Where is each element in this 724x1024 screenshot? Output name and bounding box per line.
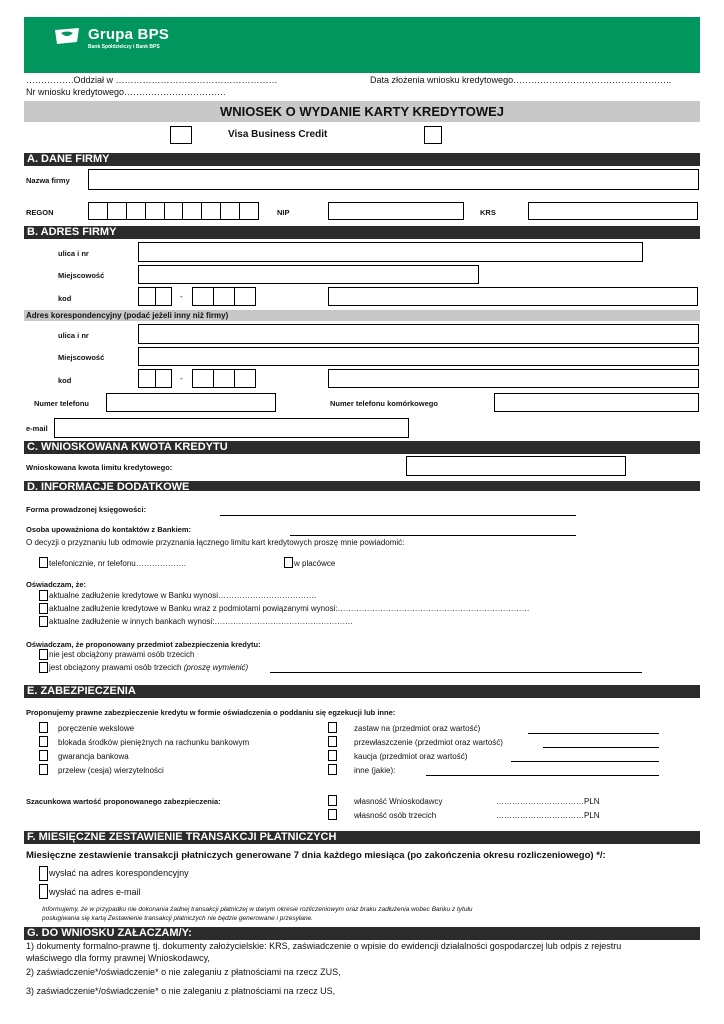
own-pln[interactable]: ……………………………PLN [496,797,600,806]
security-left-0-checkbox[interactable] [39,722,48,733]
debt1-label: aktualne zadłużenie kredytowe w Banku wynosi………………………………. [49,591,317,600]
security-right-3-checkbox[interactable] [328,764,337,775]
section-g-heading: G. DO WNIOSKU ZAŁACZAM/Y: [24,927,700,940]
encumbered-line[interactable] [270,672,642,673]
postcode2-dash: - [180,374,183,383]
attachment-2: 2) zaświadczenie*/oświadczenie* o nie zaleganiu z płatnościami na rzecz ZUS, [26,967,341,977]
street-label: ulica i nr [58,249,89,258]
statement-corr-label: wysłać na adres korespondencyjny [49,868,189,878]
contact-person-line[interactable] [290,535,576,536]
postcode2-label: kod [58,376,72,385]
security-right-0-label: zastaw na (przedmiot oraz wartość) [354,724,481,733]
section-b-heading: B. ADRES FIRMY [24,226,700,239]
declare-label: Oświadczam, że: [26,580,87,589]
third-label: własność osób trzecich [354,811,437,820]
attachment-1b: właściwego dla formy prawnej Wnioskodawcy, [26,953,210,963]
phone-input[interactable] [106,393,276,412]
card-right-checkbox[interactable] [424,126,442,144]
city-input[interactable] [138,265,479,284]
debt1-checkbox[interactable] [39,590,48,601]
own-checkbox[interactable] [328,795,337,806]
city2-input[interactable] [138,347,699,366]
postcode-part2-input[interactable] [192,287,256,306]
security-right-1-line[interactable] [543,747,659,748]
card-left-checkbox[interactable] [170,126,192,144]
email-input[interactable] [54,418,409,438]
by-phone-label: telefonicznie, nr telefonu………………. [49,559,186,568]
not-encumbered-label: nie jest obciążony prawami osób trzecich [49,650,195,659]
statement-corr-checkbox[interactable] [39,866,48,881]
decision-text: O decyzji o przyznaniu lub odmowie przyznania łącznego limitu kart kredytowych proszę mnie powiadomić: [26,538,405,547]
street2-label: ulica i nr [58,331,89,340]
encumbered-note: (proszę wymienić) [183,663,249,672]
limit-label: Wnioskowana kwota limitu kredytowego: [26,463,173,472]
security-left-2-label: gwarancja bankowa [58,752,129,761]
page-title: WNIOSEK O WYDANIE KARTY KREDYTOWEJ [219,104,505,119]
section-f-heading: F. MIESIĘCZNE ZESTAWIENIE TRANSAKCJI PŁATNICZYCH [24,831,700,844]
in-branch-checkbox[interactable] [284,557,293,568]
mobile-input[interactable] [494,393,699,412]
debt2-label: aktualne zadłużenie kredytowe w Banku wraz z podmiotami powiązanymi wynosi:……………………………………………………………… [49,604,530,613]
attachment-3: 3) zaświadczenie*/oświadczenie* o nie zaleganiu z płatnościami na rzecz US, [26,986,336,996]
brand-subtitle: Bank Spółdzielczy i Bank BPS [88,44,160,50]
not-encumbered-checkbox[interactable] [39,649,48,660]
encumbered-text: jest obciązony prawami osób trzecich [49,663,182,672]
mobile-label: Numer telefonu komórkowego [330,399,438,408]
phone-label: Numer telefonu [34,399,90,408]
corr-heading: Adres korespondencyjny (podać jeżeli inny niż firmy) [26,311,229,320]
section-c-heading: C. WNIOSKOWANA KWOTA KREDYTU [24,441,700,454]
estimate-label: Szacunkowa wartość proponowanego zabezpieczenia: [26,797,221,806]
accounting-line[interactable] [220,515,576,516]
limit-input[interactable] [406,456,626,476]
section-e-heading: E. ZABEZPIECZENIA [24,685,700,698]
nip-label: NIP [277,208,290,217]
section-a-heading: A. DANE FIRMY [24,153,700,166]
collateral-decl-label: Oświadczam, że proponowany przedmiot zabezpieczenia kredytu: [26,640,261,649]
postcode-label: kod [58,294,72,303]
security-right-0-line[interactable] [528,733,659,734]
statement-note-2: posługiwania się kartą Zestawienie transakcji płatniczych nie będzie generowane i przesyłane. [42,915,313,922]
date-line: Data złożenia wniosku kredytowego…………………………………………….. [370,75,672,85]
security-right-0-checkbox[interactable] [328,722,337,733]
security-left-3-label: przelew (cesja) wierzytelności [58,766,164,775]
security-left-2-checkbox[interactable] [39,750,48,761]
krs-label: KRS [480,208,496,217]
security-left-1-checkbox[interactable] [39,736,48,747]
debt3-checkbox[interactable] [39,616,48,627]
number-line: Nr wniosku kredytowego……………………………. [26,87,226,97]
regon-input[interactable] [88,202,259,220]
regon-label: REGON [26,208,54,217]
accounting-label: Forma prowadzonej księgowości: [26,505,147,514]
in-branch-label: w placówce [294,559,336,568]
debt3-label: aktualne zadłużenie w innych bankach wynosi:……………………………………………. [49,617,353,626]
postcode2-part2-input[interactable] [192,369,256,388]
own-label: własność Wnioskodawcy [354,797,443,806]
security-left-1-label: blokada środków pieniężnych na rachunku bankowym [58,738,250,747]
statement-note-1: Informujemy, że w przypadku nie dokonania żadnej transakcji płatniczej w danym okresie rozliczeniowym oraz braku zadłużenia wobec Banku z tytułu [42,906,473,913]
card-type: Visa Business Credit [228,129,328,140]
security-right-3-line[interactable] [426,775,659,776]
security-right-1-checkbox[interactable] [328,736,337,747]
statement-email-label: wysłać na adres e-mail [49,887,141,897]
postcode-part1-input[interactable] [138,287,172,306]
email-label: e-mail [26,424,48,433]
security-left-0-label: poręczenie wekslowe [58,724,135,733]
encumbered-label [49,663,248,672]
street-input[interactable] [138,242,643,262]
company-name-input[interactable] [88,169,699,190]
by-phone-checkbox[interactable] [39,557,48,568]
post-office-input[interactable] [328,287,698,306]
nip-input[interactable] [328,202,464,220]
postcode2-part1-input[interactable] [138,369,172,388]
security-right-1-label: przewłaszczenie (przedmiot oraz wartość) [354,738,503,747]
city2-label: Miejscowość [58,353,105,362]
contact-person-label: Osoba upoważniona do kontaktów z Bankiem: [26,525,192,534]
postcode-dash: - [180,292,183,301]
statement-intro: Miesięczne zestawienie transakcji płatniczych generowane 7 dnia każdego miesiąca (po zakończenia okresu rozliczeniowego) */: [26,850,606,861]
city-label: Miejscowość [58,271,105,280]
security-right-2-label: kaucja (przedmiot oraz wartość) [354,752,468,761]
encumbered-checkbox[interactable] [39,662,48,673]
krs-input[interactable] [528,202,698,220]
statement-email-checkbox[interactable] [39,884,48,899]
brand-name: Grupa BPS [88,26,169,43]
section-d-heading: D. INFORMACJE DODATKOWE [24,481,700,491]
third-checkbox[interactable] [328,809,337,820]
security-intro: Proponujemy prawne zabezpieczenie kredytu w formie oświadczenia o poddaniu się egzekucji lub inne: [26,708,396,717]
street2-input[interactable] [138,324,699,344]
third-pln[interactable]: ……………………………PLN [496,811,600,820]
post-office2-input[interactable] [328,369,699,388]
security-left-3-checkbox[interactable] [39,764,48,775]
security-right-2-checkbox[interactable] [328,750,337,761]
branch-line: …………….Oddział w ……………………………………………… [26,75,278,85]
company-name-label: Nazwa firmy [26,176,70,185]
bps-logo-icon [52,27,82,45]
security-right-2-line[interactable] [511,761,659,762]
attachment-1a: 1) dokumenty formalno-prawne tj. dokumenty założycielskie: KRS, zaświadczenie o wpisie do ewidencji działalności gospodarczej lub odpis z rejestru [26,941,622,951]
security-right-3-label: inne (jakie): [354,766,396,775]
debt2-checkbox[interactable] [39,603,48,614]
